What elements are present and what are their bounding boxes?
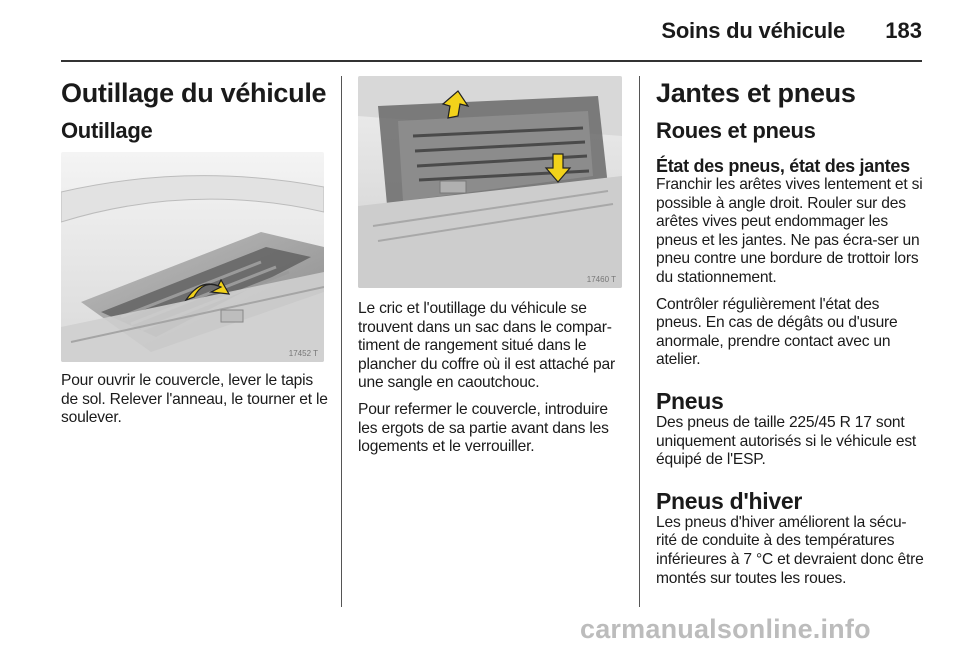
column-divider-2: [639, 76, 640, 607]
column-2-text: [358, 300, 626, 457]
section-subheading: Outillage: [61, 118, 153, 143]
paragraph: Des pneus de taille 225/45 R 17 sont uniquement autorisés si le véhicule est équipé de l'ESP.: [656, 413, 917, 469]
page-header-title: Soins du véhicule: [661, 18, 845, 43]
paragraph: Le cric et l'outillage du véhicule se trouvent dans un sac dans le compar-timent de rangement situé dans le plancher du coffre où il est attaché par une sangle en caoutchouc.: [358, 300, 615, 392]
storage-compartment-illustration: [358, 76, 622, 288]
figure-code: 17452 T: [288, 349, 318, 358]
column-divider-1: [341, 76, 342, 607]
paragraph: Pour refermer le couvercle, introduire les ergots de sa partie avant dans les logements et le verrouiller.: [358, 400, 609, 456]
subsection-title: Pneus d'hiver: [656, 487, 803, 514]
paragraph: Les pneus d'hiver améliorent la sécu-rité de conduite à des températures inférieures à 7 °C et devraient donc être montés sur toutes les roues.: [656, 513, 924, 587]
column-3: [656, 78, 924, 588]
page-number: 183: [885, 18, 922, 43]
storage-compartment-svg: [358, 76, 622, 288]
paragraph: Pour ouvrir le couvercle, lever le tapis de sol. Relever l'anneau, le tourner et le soulever.: [61, 372, 328, 427]
figure-code: 17460 T: [586, 275, 616, 284]
section-heading: Jantes et pneus: [656, 78, 856, 108]
header-divider: [61, 60, 922, 62]
paragraph: Contrôler régulièrement l'état des pneus. En cas de dégâts ou d'usure anormale, prendre contact avec un atelier.: [656, 295, 898, 369]
paragraph: Franchir les arêtes vives lentement et si possible à angle droit. Rouler sur des arêtes vives peut endommager les pneus et les jantes. Ne pas écra-ser un pneu contre une bordure de trottoir lors du stationnement.: [656, 176, 923, 286]
subsection-title: État des pneus, état des jantes: [656, 156, 910, 176]
column-1: [61, 78, 331, 144]
trunk-floor-svg: [61, 152, 324, 362]
section-heading: Outillage du véhicule: [61, 78, 327, 108]
column-1-text: [61, 372, 329, 428]
section-subheading: Roues et pneus: [656, 118, 816, 143]
watermark: carmanualsonline.info: [580, 614, 871, 644]
subsection-title: Pneus: [656, 387, 724, 414]
trunk-floor-cover-illustration: [61, 152, 324, 362]
